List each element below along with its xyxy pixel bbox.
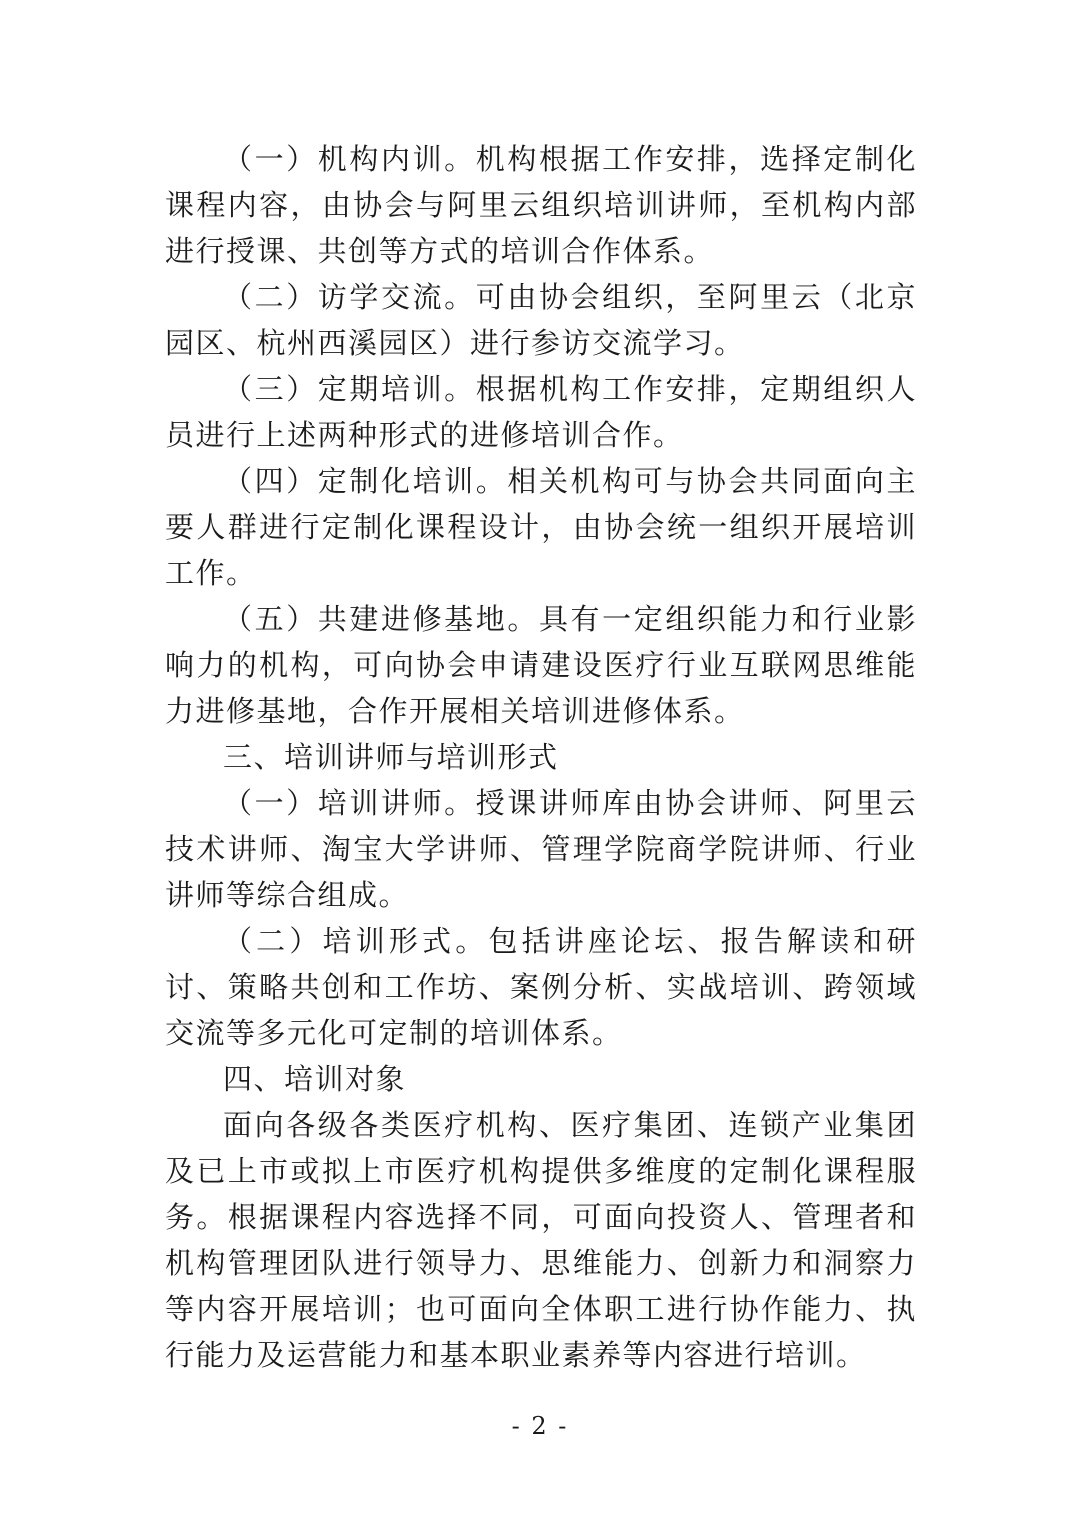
paragraph-regular-training: （三）定期培训。根据机构工作安排，定期组织人员进行上述两种形式的进修培训合作。 [165,372,917,452]
paragraph-training-forms: （二）培训形式。包括讲座论坛、报告解读和研讨、策略共创和工作坊、案例分析、实战培训、跨领域交流等多元化可定制的培训体系。 [165,924,917,1050]
paragraph-customized-training: （四）定制化培训。相关机构可与协会共同面向主要人群进行定制化课程设计，由协会统一组织开展培训工作。 [165,464,917,590]
paragraph-institution-training: （一）机构内训。机构根据工作安排，选择定制化课程内容，由协会与阿里云组织培训讲师，至机构内部进行授课、共创等方式的培训合作体系。 [165,142,917,268]
section-heading-training-targets: 四、培训对象 [223,1062,407,1096]
page-number: - 2 - [511,1412,569,1440]
document-body [165,136,917,1378]
paragraph-visiting-exchange: （二）访学交流。可由协会组织，至阿里云（北京园区、杭州西溪园区）进行参访交流学习。 [165,280,917,360]
section-heading-trainers-forms: 三、培训讲师与培训形式 [223,740,559,774]
paragraph-training-targets: 面向各级各类医疗机构、医疗集团、连锁产业集团及已上市或拟上市医疗机构提供多维度的定制化课程服务。根据课程内容选择不同，可面向投资人、管理者和机构管理团队进行领导力、思维能力、创新力和洞察力等内容开展培训；也可面向全体职工进行协作能力、执行能力及运营能力和基本职业素养等内容进行培训。 [165,1108,917,1372]
paragraph-training-base: （五）共建进修基地。具有一定组织能力和行业影响力的机构，可向协会申请建设医疗行业互联网思维能力进修基地，合作开展相关培训进修体系。 [165,602,917,728]
paragraph-trainers: （一）培训讲师。授课讲师库由协会讲师、阿里云技术讲师、淘宝大学讲师、管理学院商学院讲师、行业讲师等综合组成。 [165,786,917,912]
